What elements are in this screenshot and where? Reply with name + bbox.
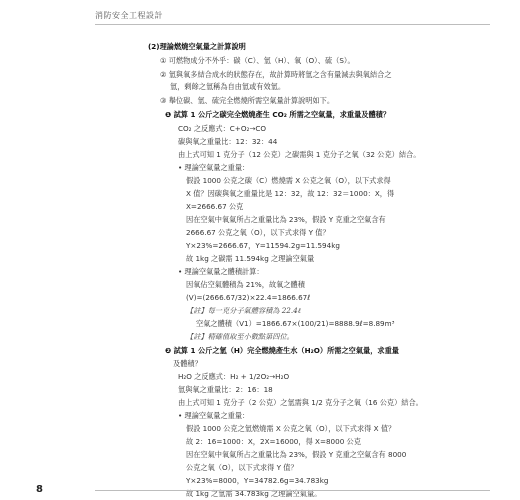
text-line: CO₂ 之反應式：C+O₂→CO [178, 124, 267, 133]
text-line: X=2666.67 公克 [186, 202, 244, 211]
text-line: 由上式可知 1 克分子（12 公克）之碳需與 1 克分子之氧（32 公克）結合。 [178, 150, 421, 159]
text-line: 空氣之體積（V1）=1866.67×(100/21)=8888.9ℓ=8.89m³ [196, 319, 395, 328]
text-line: H₂O 之反應式：H₂ + 1/2O₂→H₂O [178, 372, 290, 381]
text-line: 氫與氧之重量比：2：16：18 [178, 385, 273, 394]
text-line: X 值？因碳與氧之重量比是 12：32，故 12：32＝1000：X，得 [186, 189, 395, 198]
bullet-heading: • 理論空氣量之重量： [178, 411, 250, 420]
text-line: 及體積？ [173, 359, 202, 368]
text-line: 故 1kg 之碳需 11.594kg 之理論空氣量 [186, 254, 315, 263]
exercise-heading: ❶ 試算 1 公斤之碳完全燃燒產生 CO₂ 所需之空氣量，求重量及體積？ [165, 110, 391, 119]
text-line: Y×23%=2666.67，Y=11594.2g=11.594kg [186, 241, 340, 250]
footer-divider [95, 490, 490, 491]
text-line: 氫，剩餘之氫稱為自由氫或有效氫。 [170, 82, 286, 91]
text-line: ① 可燃物成分不外乎：碳（C）、氫（H）、氧（O）、硫（S）。 [160, 56, 355, 65]
note-line: 【註】精確值取至小數點第四位。 [186, 332, 294, 341]
note-line: 【註】每一克分子氣體容積為 22.4ℓ [186, 306, 301, 315]
bullet-heading: • 理論空氣量之重量： [178, 163, 250, 172]
header-title: 消防安全工程設計 [95, 11, 163, 20]
text-line: 因在空氣中氧氣所占之重量比為 23%，假設 Y 克重之空氣含有 [186, 215, 386, 224]
page-number: 8 [36, 484, 43, 495]
text-line: 假設 1000 公克之氫燃燒需 X 公克之氧（O），以下式求得 X 值？ [186, 424, 396, 433]
text-line: 由上式可知 1 克分子（2 公克）之氫需與 1/2 克分子之氧（16 公克）結合。 [178, 398, 423, 407]
text-line: 故 1kg 之氫需 34.783kg 之理論空氣量。 [186, 489, 322, 498]
text-line: 假設 1000 公克之碳（C）燃燒需 X 公克之氧（O），以下式求得 [186, 176, 391, 185]
section-heading: (2)理論燃燒空氣量之計算說明 [148, 42, 246, 51]
text-line: 故 2：16=1000：X，2X=16000，得 X=8000 公克 [186, 437, 361, 446]
text-line: 2666.67 公克之氧（O），以下式求得 Y 值？ [186, 228, 330, 237]
text-line: ③ 舉位碳、氫、硫完全燃燒所需空氣量計算說明如下。 [160, 96, 335, 105]
bullet-heading: • 理論空氣量之體積計算： [178, 267, 264, 276]
text-line: (V)=(2666.67/32)×22.4=1866.67ℓ [186, 293, 311, 302]
text-line: 碳與氧之重量比：12：32：44 [178, 137, 278, 146]
exercise-heading: ❷ 試算 1 公斤之氫（H）完全燃燒產生水（H₂O）所需之空氣量，求重量 [165, 346, 399, 355]
text-line: 因氧佔空氣體積為 21%，故氧之體積 [186, 280, 305, 289]
text-line: Y×23%=8000，Y=34782.6g=34.783kg [186, 476, 329, 485]
text-line: 公克之氧（O），以下式求得 Y 值？ [186, 463, 298, 472]
text-line: ② 氫與氧多結合成水的狀態存在，故計算時將氫之含有量減去與氧結合之 [160, 70, 392, 79]
text-line: 因在空氣中氧氣所占之重量比為 23%，假設 Y 克重之空氣含有 8000 [186, 450, 407, 459]
